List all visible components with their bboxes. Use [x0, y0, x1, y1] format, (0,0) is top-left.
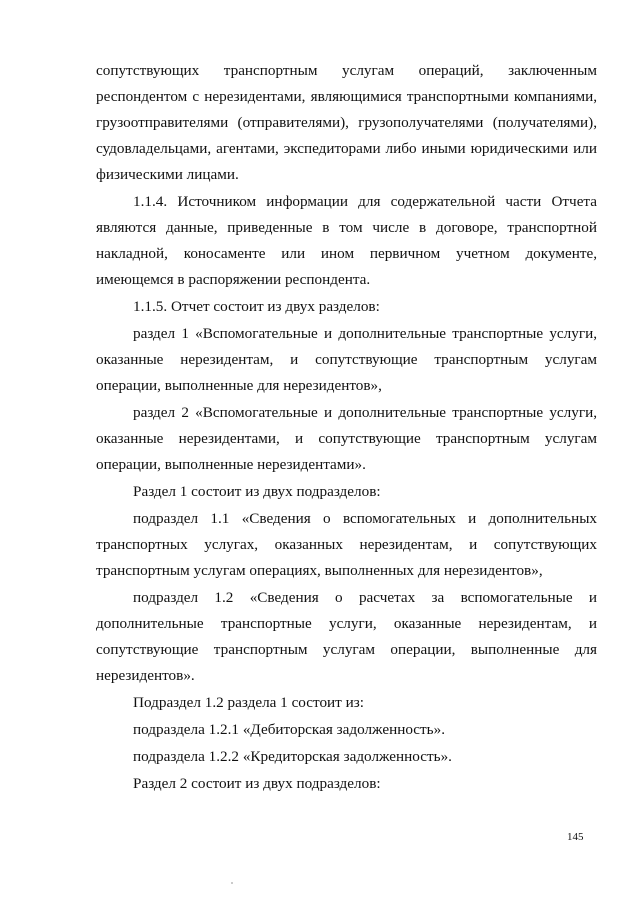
- paragraph-section-2-subsections: Раздел 2 состоит из двух подразделов:: [133, 775, 381, 792]
- paragraph-1-1-5: 1.1.5. Отчет состоит из двух разделов:: [133, 298, 380, 315]
- paragraph-subsection-1-2-1: подраздела 1.2.1 «Дебиторская задолженность».: [133, 721, 445, 738]
- paragraph-1-1-4: 1.1.4. Источником информации для содержательной части Отчета являются данные, приведенные в том числе в договоре, транспортной накладной, коносаменте или ином первичном учетном документе, имеющемся в распоряжении респондента.: [96, 193, 597, 288]
- paragraph-section-1-subsections: Раздел 1 состоит из двух подразделов:: [133, 483, 381, 500]
- paragraph-subsection-1-1: подраздел 1.1 «Сведения о вспомогательных и дополнительных транспортных услугах, оказанных нерезидентам, и сопутствующих транспортным услугам операциях, выполненных для нерезидентов»,: [96, 510, 597, 579]
- paragraph-section-2: раздел 2 «Вспомогательные и дополнительные транспортные услуги, оказанные нерезидентами, и сопутствующие транспортным услугам операции, выполненные нерезидентами».: [96, 404, 597, 473]
- paragraph-continuation: сопутствующих транспортным услугам операций, заключенным респондентом с нерезидентами, являющимися транспортными компаниями, грузоотправителями (отправителями), грузополучателями (получателями), судовладельцами, агентами, экспедиторами либо иными юридическими или физическими лицами.: [96, 62, 597, 183]
- page-number: 145: [567, 831, 584, 843]
- paragraph-subsection-1-2-2: подраздела 1.2.2 «Кредиторская задолженность».: [133, 748, 452, 765]
- paragraph-subsection-1-2-consists: Подраздел 1.2 раздела 1 состоит из:: [133, 694, 364, 711]
- body-text: [96, 58, 597, 798]
- scan-artifact: [231, 882, 233, 884]
- paragraph-section-1: раздел 1 «Вспомогательные и дополнительные транспортные услуги, оказанные нерезидентам, и сопутствующие транспортным услугам операции, выполненные для нерезидентов»,: [96, 325, 597, 394]
- paragraph-subsection-1-2: подраздел 1.2 «Сведения о расчетах за вспомогательные и дополнительные транспортные услуги, оказанные нерезидентам, и сопутствующие транспортным услугам операции, выполненные для нерезидентов».: [96, 589, 597, 684]
